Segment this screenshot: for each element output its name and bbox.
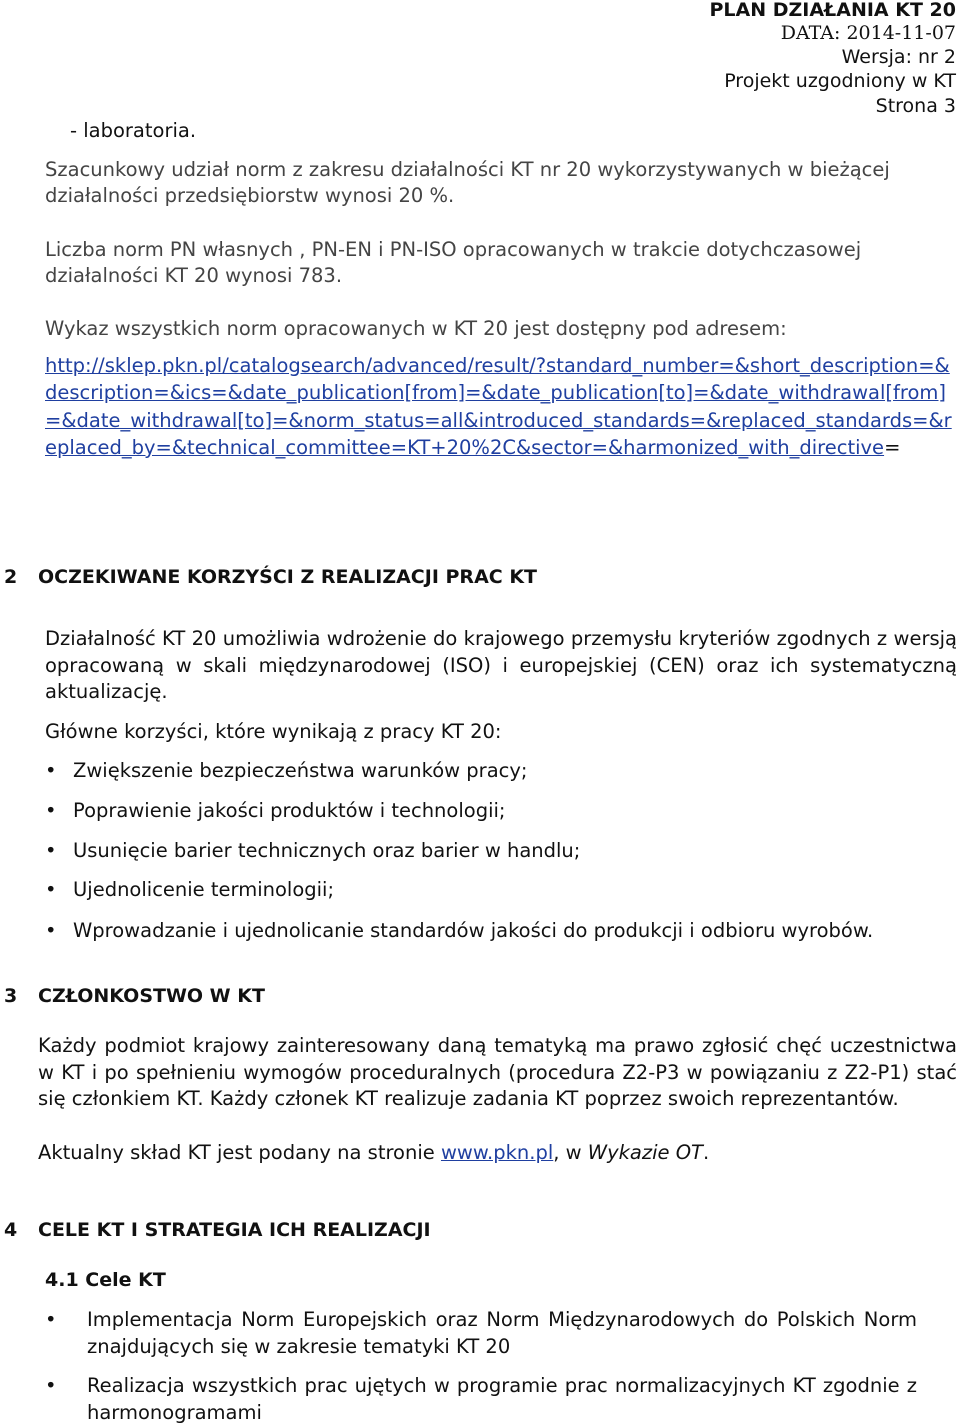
project-status: Projekt uzgodniony w KT: [724, 70, 956, 92]
document-date: [781, 22, 956, 44]
benefit-text: Usunięcie barier technicznych oraz barier w handlu;: [73, 839, 581, 862]
page-number: Strona 3: [875, 95, 956, 117]
composition-end: .: [702, 1141, 710, 1164]
lab-list-item: - laboratoria.: [70, 119, 197, 142]
section-2-paragraph: Działalność KT 20 umożliwia wdrożenie do krajowego przemysłu kryteriów zgodnych z wersją opracowaną w skali międzynarodowej (ISO) i europejskiej (CEN) oraz ich systematyczną aktualizację.: [45, 627, 957, 703]
subsection-4-1-title: Cele KT: [85, 1269, 166, 1291]
pkn-website-link[interactable]: www.pkn.pl: [440, 1141, 554, 1164]
benefit-text: Poprawienie jakości produktów i technologii;: [73, 799, 506, 822]
bullet-icon: •: [45, 919, 57, 942]
subsection-4-1-heading: [45, 1268, 166, 1292]
bullet-icon: •: [45, 1374, 57, 1397]
section-3-paragraph: Każdy podmiot krajowy zainteresowany daną tematyką ma prawo zgłosić chęć uczestnictwa w KT i po spełnieniu wymogów proceduralnych (procedura Z2-P3 w powiązaniu z Z2-P1) stać się członkiem KT. Każdy członek KT realizuje zadania KT poprzez swoich reprezentantów.: [38, 1034, 957, 1110]
benefit-text: Ujednolicenie terminologii;: [73, 878, 335, 901]
document-date-text: DATA: 2014-11-07: [780, 22, 956, 44]
norms-list-text: Wykaz wszystkich norm opracowanych w KT 20 jest dostępny pod adresem:: [45, 317, 787, 340]
benefit-text: Zwiększenie bezpieczeństwa warunków pracy;: [73, 759, 528, 782]
goal-text: Implementacja Norm Europejskich oraz Norm Międzynarodowych do Polskich Norm znajdujących się w zakresie tematyki KT 20: [87, 1308, 917, 1358]
catalog-search-link[interactable]: http://sklep.pkn.pl/catalogsearch/advanced/result/?standard_number=&short_description=&description=&ics=&date_publication[from]=&date_publication[to]=&date_withdrawal[from]=&date_withdrawal[to]=&norm_status=all&introduced_standards=&replaced_standards=&replaced_by=&technical_committee=KT+20%2C&sector=&harmonized_with_directive: [45, 354, 952, 459]
section-2-number: 2: [4, 566, 18, 588]
plan-title: PLAN DZIAŁANIA KT 20: [709, 0, 956, 21]
composition-italic: Wykazie OT: [587, 1141, 703, 1164]
subsection-4-1-number: 4.1: [45, 1269, 79, 1291]
catalog-url-paragraph: [45, 352, 957, 461]
bullet-icon: •: [45, 839, 57, 862]
section-3-heading: [4, 984, 265, 1008]
composition-prefix: Aktualny skład KT jest podany na stronie: [38, 1141, 441, 1164]
bullet-icon: •: [45, 799, 57, 822]
bullet-icon: •: [45, 759, 57, 782]
bullet-icon: •: [45, 878, 57, 901]
section-4-heading: [4, 1218, 431, 1242]
section-4-number: 4: [4, 1219, 18, 1241]
section-3-title: CZŁONKOSTWO W KT: [38, 985, 265, 1007]
composition-line: [38, 1140, 709, 1166]
goal-text: Realizacja wszystkich prac ujętych w programie prac normalizacyjnych KT zgodnie z harmonogramami: [87, 1374, 917, 1424]
benefit-text: Wprowadzanie i ujednolicanie standardów jakości do produkcji i odbioru wyrobów.: [73, 919, 874, 942]
composition-mid: , w: [553, 1141, 588, 1164]
section-4-title: CELE KT I STRATEGIA ICH REALIZACJI: [38, 1219, 431, 1241]
catalog-url-tail: =: [884, 435, 901, 459]
share-line-2: działalności przedsiębiorstw wynosi 20 %.: [45, 184, 455, 207]
document-version: Wersja: nr 2: [841, 46, 956, 68]
count-line-2: działalności KT 20 wynosi 783.: [45, 264, 343, 287]
section-2-heading: [4, 565, 537, 589]
section-2-title: OCZEKIWANE KORZYŚCI Z REALIZACJI PRAC KT: [38, 566, 538, 588]
count-line-1: Liczba norm PN własnych , PN-EN i PN-ISO opracowanych w trakcie dotychczasowej: [45, 238, 862, 261]
share-line-1: Szacunkowy udział norm z zakresu działalności KT nr 20 wykorzystywanych w bieżącej: [45, 158, 890, 181]
section-3-number: 3: [4, 985, 18, 1007]
bullet-icon: •: [45, 1308, 57, 1331]
benefits-intro: Główne korzyści, które wynikają z pracy KT 20:: [45, 720, 502, 743]
